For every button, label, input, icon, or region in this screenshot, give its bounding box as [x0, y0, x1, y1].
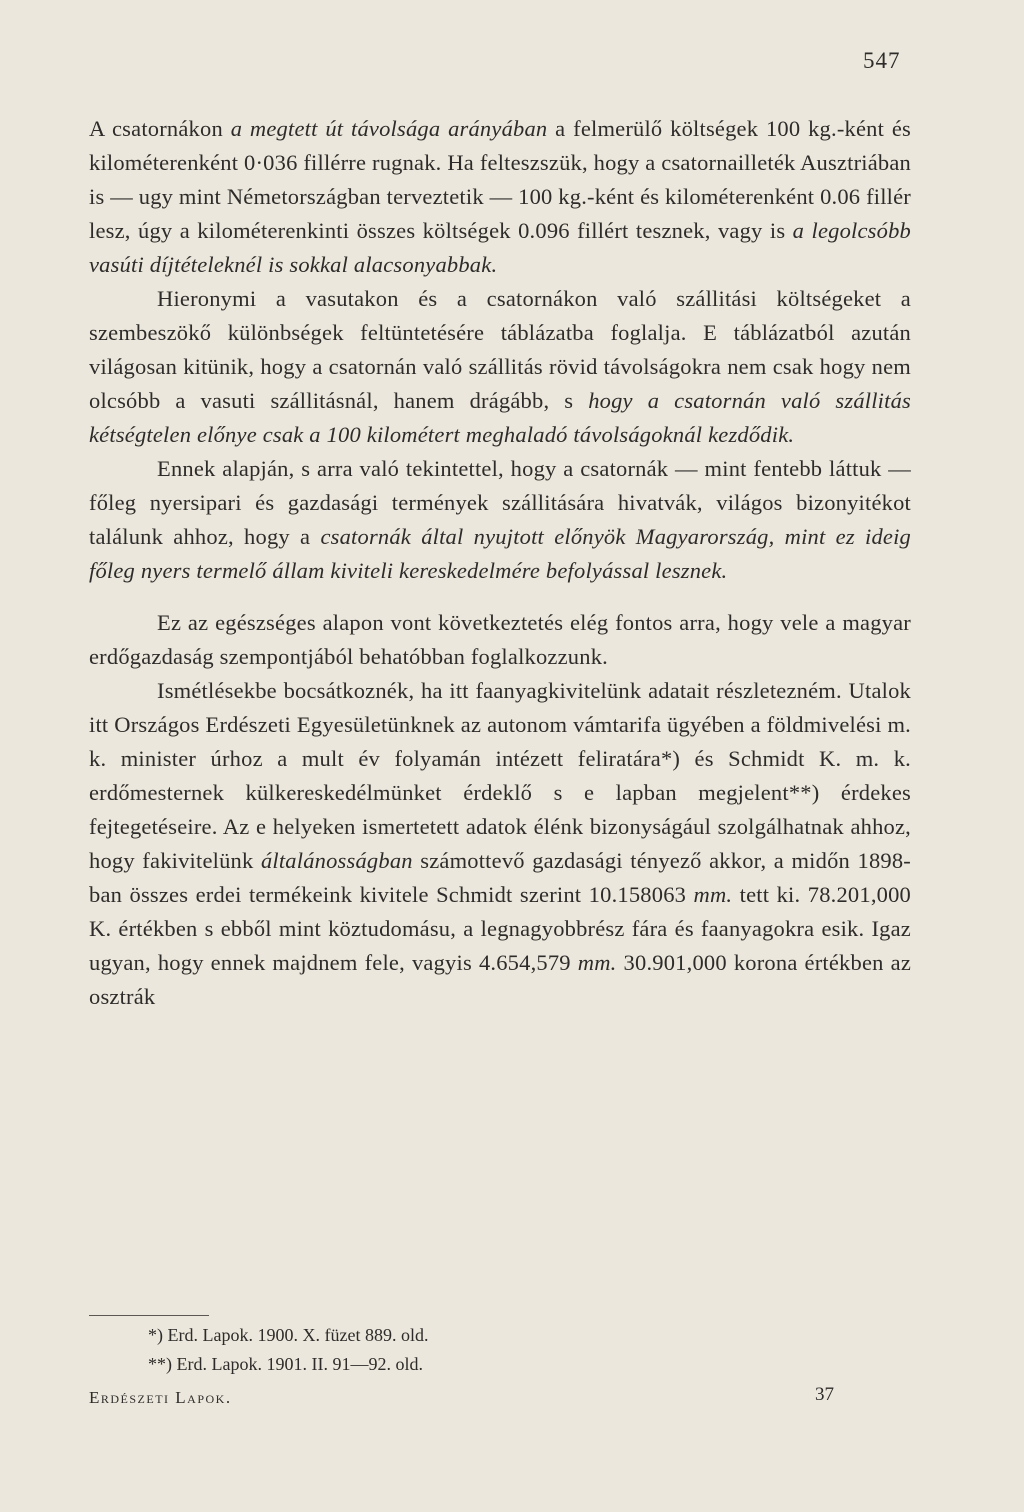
text-segment: Ez az egészséges alapon vont következtetés elég fontos arra, hogy vele a magyar erdőgazdaság szempontjából behatóbban foglalkozzunk.: [89, 610, 911, 669]
footnote-2: **) Erd. Lapok. 1901. II. 91—92. old.: [148, 1354, 423, 1374]
italic-text-segment: általánosságban: [260, 848, 413, 873]
text-segment: a felmerülő költségek 100 kg.-ként és kilométerenként 0·036 fillérre rugnak. Ha felteszszük, hogy a csatornailleték Ausztriában is — ugy mint Németországban terveztetik — 100 kg.-ként és kilométerenként 0.06 fillér lesz, úgy a kilométerenkinti összes költségek 0.096 fillért tesznek, vagy is: [89, 116, 911, 243]
text-segment: Ennek alapján, s arra való tekintettel, hogy a csatornák — mint fentebb láttuk — főleg nyersipari és gazdasági termények szállitására hivatvák, világos bizonyitékot találunk ahhoz, hogy a: [89, 456, 911, 549]
page-number: 547: [863, 48, 901, 73]
italic-text-segment: mm.: [693, 882, 733, 907]
italic-text-segment: hogy a csatornán való szállitás kétségtelen előnye csak a 100 kilométert meghaladó távolságoknál kezdődik.: [89, 388, 911, 447]
text-segment: A csatornákon: [89, 116, 231, 141]
text-segment: tett ki. 78.201,000 K. értékben s ebből mint köztudomásu, a legnagyobbrész fára és faanyagokra esik. Igaz ugyan, hogy ennek majdnem fele, vagyis 4.654,579: [89, 882, 911, 975]
paragraph: [89, 452, 911, 588]
text-segment: Ismétlésekbe bocsátkoznék, ha itt faanyagkivitelünk adatait részletezném. Utalok itt Országos Erdészeti Egyesületünknek az autonom vámtarifa ügyében a földmivelési m. k. minister úrhoz a mult év folyamán intézett feliratára*) és Schmidt K. m. k. erdőmesternek külkereskedélmünket érdeklő s e lapban megjelent**) érdekes fejtegetéseire. Az e helyeken ismertetett adatok élénk bizonyságául szolgálhatnak ahhoz, hogy fakivitelünk: [89, 678, 911, 873]
italic-text-segment: a megtett út távolsága arányában: [230, 116, 548, 141]
footnotes: [148, 1321, 428, 1379]
italic-text-segment: csatornák által nyujtott előnyök Magyarország, mint ez ideig főleg nyers termelő állam kiviteli kereskedelmére befolyással lesznek.: [89, 524, 911, 583]
italic-text-segment: mm.: [577, 950, 617, 975]
paragraph: [89, 606, 911, 674]
text-segment: 30.901,000 korona értékben az osztrák: [89, 950, 912, 1009]
journal-title: Erdészeti Lapok.: [89, 1388, 232, 1407]
paragraph: [89, 112, 911, 282]
text-segment: Hieronymi a vasutakon és a csatornákon való szállitási költségeket a szembeszökő különbségek feltüntetésére táblázatba foglalja. E táblázatból azután világosan kitünik, hogy a csatornán való szállitás rövid távolságokra nem csak hogy nem olcsóbb a vasuti szállitásnál, hanem drágább, s: [89, 286, 911, 413]
text-segment: számottevő gazdasági tényező akkor, a midőn 1898-ban összes erdei termékeink kivitele Schmidt szerint 10.158063: [89, 848, 911, 907]
footnote-separator: [89, 1315, 209, 1316]
paragraph: [89, 674, 911, 1014]
italic-text-segment: a legolcsóbb vasúti díjtételeknél is sokkal alacsonyabbak.: [89, 218, 911, 277]
article-body: [89, 112, 911, 1014]
footnote-1: *) Erd. Lapok. 1900. X. füzet 889. old.: [148, 1325, 429, 1345]
paragraph: [89, 282, 911, 452]
sheet-number: 37: [815, 1384, 834, 1405]
